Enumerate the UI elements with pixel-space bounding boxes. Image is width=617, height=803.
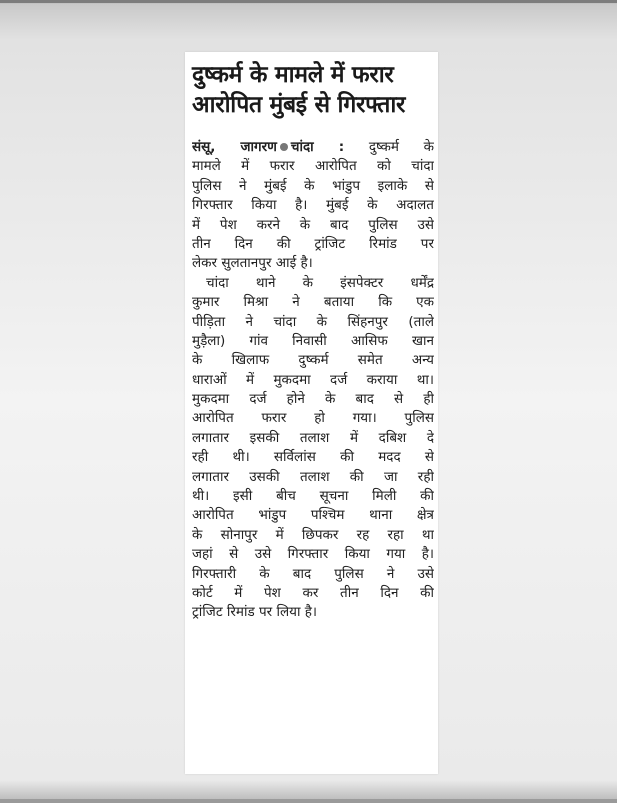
article-line: गिरफ्तारी के बाद पुलिस ने उसे: [192, 565, 434, 582]
article-line: मुड़ैला) गांव निवासी आसिफ खान: [192, 332, 434, 349]
article-line: आरोपित भांडुप पश्चिम थाना क्षेत्र: [192, 507, 434, 524]
top-border: [0, 0, 617, 3]
headline-line-2: आरोपित मुंबई से गिरफ्तार: [192, 92, 406, 118]
article-line: के सोनापुर में छिपकर रह रहा था: [192, 526, 434, 543]
article-body: [192, 138, 434, 623]
article-line: लेकर सुलतानपुर आई है।: [192, 255, 313, 272]
article-line: मुकदमा दर्ज होने के बाद से ही: [192, 391, 434, 408]
article-line: पीड़िता ने चांदा के सिंहनपुर (ताले: [192, 313, 434, 330]
article-line: लगातार इसकी तलाश में दबिश दे: [192, 429, 434, 446]
headline-line-1: दुष्कर्म के मामले में फरार: [192, 62, 394, 88]
article-line-text: दुष्कर्म के: [368, 139, 434, 155]
article-line: रही थी। सर्विलांस की मदद से: [192, 449, 434, 466]
bullet-icon: [280, 143, 288, 151]
article-line: तीन दिन की ट्रांजिट रिमांड पर: [192, 235, 434, 252]
article-line: थी। इसी बीच सूचना मिली की: [192, 488, 434, 505]
article-line: ट्रांजिट रिमांड पर लिया है।: [192, 604, 318, 621]
dateline-place: चांदा :: [290, 139, 345, 155]
article-line: धाराओं में मुकदमा दर्ज कराया था।: [192, 371, 434, 388]
article-line: मामले में फरार आरोपित को चांदा: [192, 158, 434, 175]
newspaper-clipping: [185, 52, 438, 774]
article-line: कोर्ट में पेश कर तीन दिन की: [192, 584, 434, 601]
bottom-border: [0, 799, 617, 803]
dateline-source: संसू, जागरण: [192, 139, 277, 155]
article-line: कुमार मिश्रा ने बताया कि एक: [192, 294, 434, 311]
article-line: [192, 138, 434, 157]
article-line: के खिलाफ दुष्कर्म समेत अन्य: [192, 352, 434, 369]
article-line: आरोपित फरार हो गया। पुलिस: [192, 410, 434, 427]
article-line: पुलिस ने मुंबई के भांडुप इलाके से: [192, 177, 434, 194]
article-line: में पेश करने के बाद पुलिस उसे: [192, 216, 434, 233]
article-line: गिरफ्तार किया है। मुंबई के अदालत: [192, 197, 434, 214]
article-line: लगातार उसकी तलाश की जा रही: [192, 468, 434, 485]
article-line: जहां से उसे गिरफ्तार किया गया है।: [192, 546, 434, 563]
article-line: चांदा थाने के इंसपेक्टर धर्मेंद्र: [206, 274, 434, 291]
headline: [192, 60, 434, 120]
